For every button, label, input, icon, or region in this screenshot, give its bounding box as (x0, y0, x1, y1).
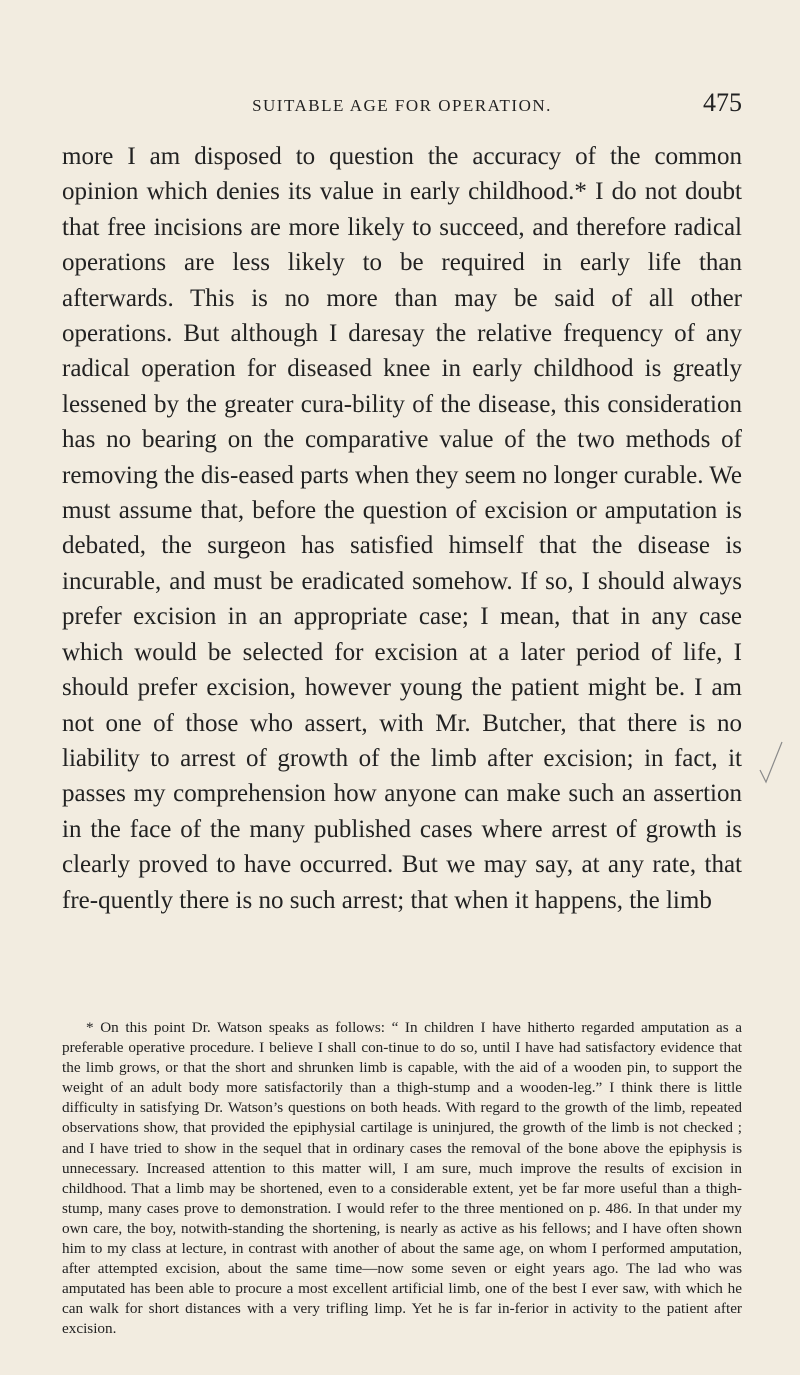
running-title: SUITABLE AGE FOR OPERATION. (252, 96, 552, 115)
footnote: * On this point Dr. Watson speaks as follows: “ In children I have hitherto regarded amputation as a preferable operative procedure. I believe I shall con-tinue to do so, until I have had satisfactory evidence that the limb grows, or that the short and shrunken limb is capable, with the aid of a wooden pin, to support the weight of an adult body more satisfactorily than a thigh-stump and a wooden-leg.” I think there is little difficulty in satisfying Dr. Watson’s questions on both heads. With regard to the growth of the limb, repeated observations show, that provided the epiphysial cartilage is uninjured, the growth of the limb is not checked ; and I have tried to show in the sequel that in ordinary cases the removal of the bone above the epiphysis is unnecessary. Increased attention to this matter will, I am sure, much improve the results of excision in childhood. That a limb may be shortened, even to a considerable extent, yet be far more useful than a thigh-stump, many cases prove to demonstration. I would refer to the three mentioned on p. 486. In that under my own care, the boy, notwith-standing the shortening, is nearly as active as his fellows; and I have often shown him to my class at lecture, in contrast with another of about the same age, on whom I performed amputation, after attempted excision, about the same time—now some seven or eight years ago. The lad who was amputated has been able to procure a most excellent artificial limb, one of the best I ever saw, with which he can walk for short distances with a very trifling limp. Yet he is far in-ferior in activity to the patient after excision. (62, 1019, 742, 1338)
pencil-check-mark-icon (758, 740, 784, 784)
running-head (62, 84, 742, 118)
page-number: 475 (703, 88, 742, 117)
body-paragraph: more I am disposed to question the accuracy of the common opinion which denies its value in early childhood.* I do not doubt that free incisions are more likely to succeed, and therefore radical operations are less likely to be required in early life than afterwards. This is no more than may be said of all other operations. But although I daresay the relative frequency of any radical operation for diseased knee in early childhood is greatly lessened by the greater cura-bility of the disease, this consideration has no bearing on the comparative value of the two methods of removing the dis-eased parts when they seem no longer curable. We must assume that, before the question of excision or amputation is debated, the surgeon has satisfied himself that the disease is incurable, and must be eradicated somehow. If so, I should always prefer excision in an appropriate case; I mean, that in any case which would be selected for excision at a later period of life, I should prefer excision, however young the patient might be. I am not one of those who assert, with Mr. Butcher, that there is no liability to arrest of growth of the limb after excision; in fact, it passes my comprehension how anyone can make such an assertion in the face of the many published cases where arrest of growth is clearly proved to have occurred. But we may say, at any rate, that fre-quently there is no such arrest; that when it happens, the limb (62, 143, 742, 914)
